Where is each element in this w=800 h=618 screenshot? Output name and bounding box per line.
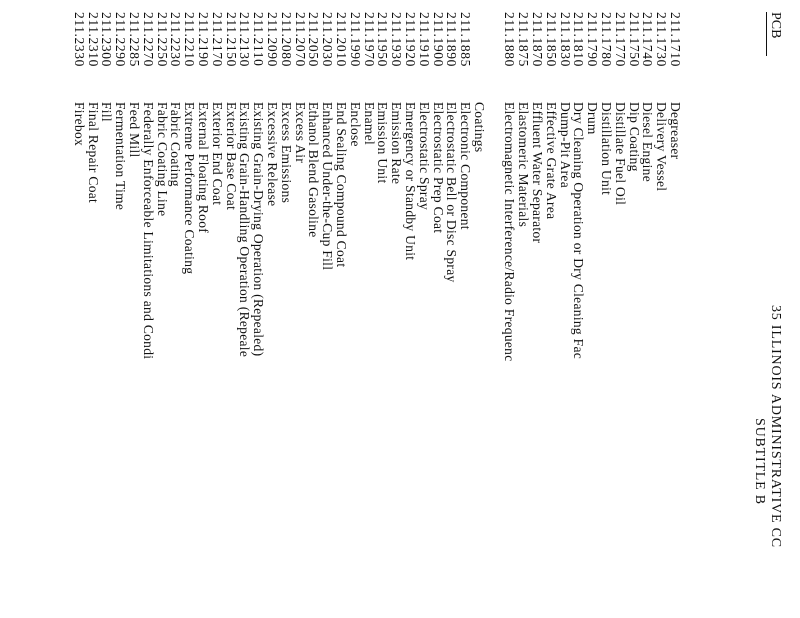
definition-term: Electrostatic Spray [416, 102, 432, 211]
definition-term: Firebox [71, 102, 87, 147]
table-row [362, 0, 376, 618]
table-row [182, 0, 196, 618]
definition-term: Coatings [472, 102, 487, 153]
table-row [72, 0, 86, 618]
definition-term: Electrostatic Bell or Disc Spray [444, 102, 460, 283]
section-number: 211.1810 [571, 12, 587, 67]
definition-term: Distillate Fuel Oil [612, 102, 628, 206]
definition-term: Degreaser [668, 102, 683, 160]
section-number: 211.2130 [237, 12, 253, 67]
section-number: 211.1920 [403, 12, 418, 67]
definition-term: Enamel [361, 102, 377, 146]
table-row [431, 0, 445, 618]
table-row [320, 0, 334, 618]
definition-term: Distillation Unit [599, 102, 614, 196]
table-row [127, 0, 141, 618]
definition-term: Federally Enforceable Limitations and Condi [140, 102, 156, 360]
definition-term: Emission Rate [389, 102, 405, 185]
definition-term: Excess Emissions [278, 102, 294, 204]
section-number: 211.1970 [361, 12, 377, 67]
section-number: 211.1880 [502, 12, 518, 67]
definition-term: Excessive Release [265, 102, 280, 207]
table-row [585, 0, 599, 618]
definition-term: Dip Coating [626, 102, 642, 172]
section-number: 211.1950 [375, 12, 391, 67]
table-row [571, 0, 585, 618]
definition-term: Fabric Coating Line [154, 102, 170, 217]
definition-term: Exterior Base Coat [223, 102, 239, 211]
part-underline [766, 12, 767, 56]
section-number: 211.2270 [140, 12, 156, 67]
table-row [668, 0, 682, 618]
definition-term: Fabric Coating [168, 102, 184, 187]
section-number: 211.1780 [599, 12, 614, 67]
section-number: 211.1910 [416, 12, 432, 67]
part-label: PCB [768, 12, 783, 39]
table-row [224, 0, 238, 618]
header-title: 35 ILLINOIS ADMINISTRATIVE CC [768, 305, 783, 548]
definition-term: Elastomeric Materials [516, 102, 532, 228]
table-row [444, 0, 458, 618]
table-row [654, 0, 668, 618]
definition-term: Effective Grate Area [543, 102, 559, 220]
table-row [403, 0, 417, 618]
definition-term: End Sealing Compound Coat [334, 102, 349, 268]
section-number: 211.1740 [640, 12, 656, 67]
definition-term: Exterior End Coat [209, 102, 225, 206]
definition-term: Extreme Performance Coating [182, 102, 198, 275]
section-number: 211.1850 [543, 12, 559, 67]
section-number: 211.1770 [612, 12, 628, 67]
definition-term: Electronic Component [458, 102, 474, 230]
table-row [627, 0, 641, 618]
table-row [530, 0, 544, 618]
section-number: 211.2030 [320, 12, 336, 67]
table-row [86, 0, 100, 618]
section-number: 211.2150 [223, 12, 239, 67]
definition-term: Electrostatic Prep Coat [430, 102, 446, 234]
section-number: 211.1990 [347, 12, 363, 67]
definition-term: Ethanol Blend Gasoline [306, 102, 322, 238]
table-row [334, 0, 348, 618]
definition-term: Effluent Water Separator [530, 102, 545, 244]
table-row [389, 0, 403, 618]
section-number: 211.2050 [306, 12, 322, 67]
table-row [237, 0, 251, 618]
section-number: 211.1890 [444, 12, 460, 67]
section-number: 211.1870 [530, 12, 545, 67]
table-row [113, 0, 127, 618]
table-row [502, 0, 516, 618]
section-number: 211.2290 [113, 12, 129, 67]
section-number: 211.2230 [168, 12, 184, 67]
section-number: 211.2190 [196, 12, 211, 67]
section-number: 211.2010 [334, 12, 349, 67]
table-row [640, 0, 654, 618]
definition-term: Feed Mill [127, 102, 142, 158]
table-row [210, 0, 224, 618]
definition-term: Diesel Engine [640, 102, 656, 183]
table-row [458, 0, 472, 618]
table-row [417, 0, 431, 618]
section-number: 211.2300 [99, 12, 115, 67]
section-number: 211.2330 [71, 12, 87, 67]
section-number: 211.2090 [265, 12, 280, 67]
definition-term: Emission Unit [375, 102, 391, 184]
table-row [155, 0, 169, 618]
table-row [472, 0, 486, 618]
definition-term: Fill [99, 102, 115, 122]
section-number: 211.1750 [626, 12, 642, 67]
section-number: 211.2210 [182, 12, 198, 67]
section-number: 211.1885 [458, 12, 474, 67]
table-row [141, 0, 155, 618]
table-row [558, 0, 572, 618]
section-number: 211.2170 [209, 12, 225, 67]
definition-term: Excess Air [292, 102, 308, 164]
section-number: 211.1790 [585, 12, 601, 67]
table-row [516, 0, 530, 618]
section-number: 211.2080 [278, 12, 294, 67]
section-number: 211.1710 [668, 12, 683, 67]
section-number: 211.1930 [389, 12, 405, 67]
definition-term: Dry Cleaning Operation or Dry Cleaning Fac [571, 102, 587, 360]
section-number: 211.1875 [516, 12, 532, 67]
table-row [168, 0, 182, 618]
table-row [265, 0, 279, 618]
definition-term: External Floating Roof [196, 102, 211, 234]
section-number: 211.1730 [654, 12, 670, 67]
section-number: 211.2070 [292, 12, 308, 67]
table-row [293, 0, 307, 618]
table-row [599, 0, 613, 618]
section-number: 211.1830 [557, 12, 573, 67]
table-row [613, 0, 627, 618]
table-row [99, 0, 113, 618]
section-number: 211.2310 [85, 12, 101, 67]
definition-term: Enclose [347, 102, 363, 147]
definition-term: Electromagnetic Interference/Radio Frequenc [502, 102, 518, 362]
section-number: 211.2110 [251, 12, 267, 67]
section-number: 211.2285 [127, 12, 142, 67]
table-row [251, 0, 265, 618]
table-row [306, 0, 320, 618]
header-subtitle: SUBTITLE B [752, 418, 767, 505]
definition-term: Delivery Vessel [654, 102, 670, 192]
definition-term: Existing Grain-Drying Operation (Repealed) [251, 102, 267, 357]
definition-term: Dump-Pit Area [557, 102, 573, 189]
section-number: 211.2250 [154, 12, 170, 67]
definition-term: Drum [585, 102, 601, 135]
definition-term: Existing Grain-Handling Operation (Repeale [237, 102, 253, 358]
table-row [544, 0, 558, 618]
section-number: 211.1900 [430, 12, 446, 67]
table-row [348, 0, 362, 618]
definition-term: Final Repair Coat [85, 102, 101, 204]
definition-term: Emergency or Standby Unit [403, 102, 418, 261]
definition-term: Enhanced Under-the-Cup Fill [320, 102, 336, 271]
table-row [375, 0, 389, 618]
definition-term: Fermentation Time [113, 102, 129, 211]
table-row [279, 0, 293, 618]
table-row [196, 0, 210, 618]
